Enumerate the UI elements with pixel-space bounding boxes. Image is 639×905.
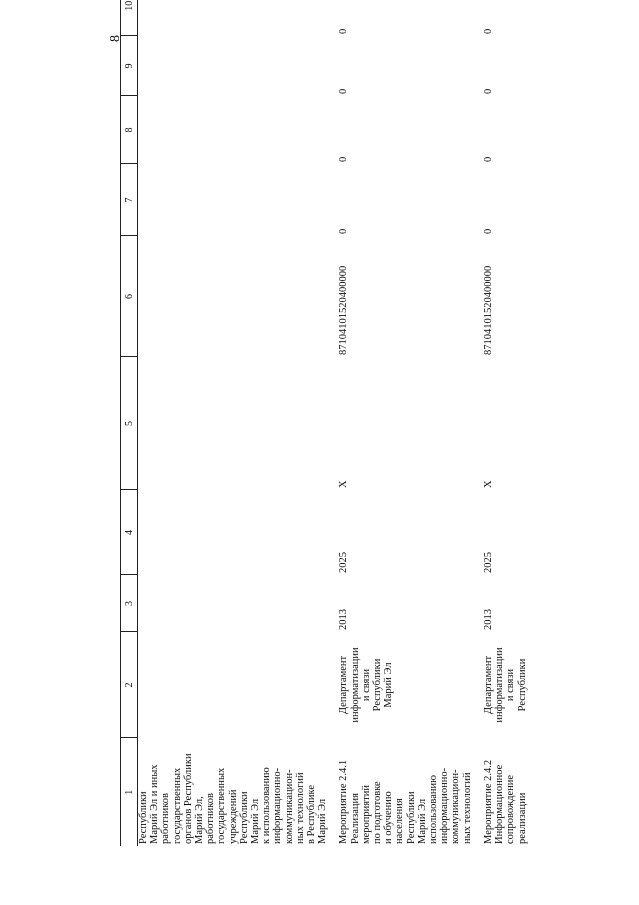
value-cell-col3: 2013 <box>338 609 350 630</box>
value-cell-col9 <box>138 36 329 96</box>
cell-line: Департамент <box>482 655 494 715</box>
cell-line: Марий Эл <box>317 798 329 844</box>
responsible-cell <box>338 632 472 738</box>
rotated-table-container <box>120 0 528 846</box>
value-cell-col5: X <box>338 480 350 488</box>
cell-line: Республики <box>372 658 384 712</box>
value-cell-col5 <box>138 357 329 490</box>
value-cell-col7: 0 <box>482 228 494 234</box>
row-spacer <box>328 0 338 846</box>
header-cell: 1 <box>121 738 138 846</box>
table-row <box>483 0 528 846</box>
value-cell-col7: 0 <box>338 228 350 234</box>
cell-line: государственных <box>216 767 228 844</box>
event-name-cell <box>338 738 472 846</box>
value-cell-col8: 0 <box>482 156 494 162</box>
value-cell-col6: 87104101520400000 <box>338 265 350 355</box>
program-table <box>120 0 528 846</box>
cell-line: Мероприятие 2.4.1 <box>338 759 350 844</box>
header-cell: 10 <box>121 0 138 36</box>
cell-line: ных технологий <box>294 772 306 844</box>
cell-line: информатизации <box>494 647 506 723</box>
table-row <box>138 0 329 846</box>
cell-line: Республики <box>138 791 149 844</box>
cell-line: Департамент <box>338 655 350 715</box>
cell-line: в Республике <box>306 784 318 844</box>
cell-line: ных технологий <box>461 772 473 844</box>
table-row <box>338 0 472 846</box>
value-cell-col10: 0 <box>482 28 494 34</box>
cell-line: Марий Эл <box>250 798 262 844</box>
row-spacer <box>473 0 483 846</box>
responsible-cell <box>138 632 329 738</box>
cell-line: сопровождение <box>505 774 517 844</box>
row-spacer-cell <box>473 0 483 846</box>
cell-line: информатизации <box>349 647 361 723</box>
cell-line: Реализация <box>349 793 361 844</box>
cell-line: коммуникацион- <box>450 769 462 844</box>
cell-line: информационно- <box>272 767 284 844</box>
header-row <box>121 0 138 846</box>
cell-line: Республики <box>405 791 417 844</box>
cell-line: Мероприятие 2.4.2 <box>482 759 494 844</box>
value-cell-col4: 2025 <box>338 552 350 573</box>
cell-line: и связи <box>360 668 372 702</box>
cell-line: Республики <box>238 791 250 844</box>
value-cell-col9: 0 <box>482 88 494 94</box>
header-cell: 8 <box>121 96 138 164</box>
cell-line: Марий Эл и иных <box>149 764 161 844</box>
cell-line: Марий Эл, <box>194 796 206 844</box>
row-spacer-cell <box>328 0 338 846</box>
header-cell: 4 <box>121 490 138 575</box>
header-cell: 3 <box>121 575 138 632</box>
header-cell: 7 <box>121 164 138 236</box>
cell-line: работников <box>160 793 172 844</box>
event-name-cell <box>483 738 528 846</box>
value-cell-col3 <box>138 575 329 632</box>
header-cell: 6 <box>121 236 138 357</box>
cell-line: Информационное <box>494 764 506 844</box>
cell-line: использованию <box>428 775 440 844</box>
value-cell-col4: 2025 <box>482 552 494 573</box>
page-number: 8 <box>108 35 123 42</box>
value-cell-col4 <box>138 490 329 575</box>
event-name-cell <box>138 738 329 846</box>
cell-line: и связи <box>505 668 517 702</box>
cell-line: учреждений <box>227 789 239 844</box>
value-cell-col10: 0 <box>338 28 350 34</box>
value-cell-col8 <box>138 96 329 164</box>
cell-line: реализации <box>516 792 528 844</box>
header-cell: 5 <box>121 357 138 490</box>
cell-line: к использованию <box>261 767 273 844</box>
cell-line: населения <box>394 798 406 844</box>
cell-line: органов Республики <box>182 753 194 844</box>
value-cell-col8: 0 <box>338 156 350 162</box>
value-cell-col7 <box>138 164 329 236</box>
cell-line: мероприятий <box>360 785 372 844</box>
header-cell: 9 <box>121 36 138 96</box>
cell-line: государственных <box>171 767 183 844</box>
cell-line: по подготовке <box>372 781 384 844</box>
value-cell-col6: 87104101520400000 <box>482 265 494 355</box>
cell-line: информационно- <box>439 767 451 844</box>
header-cell: 2 <box>121 632 138 738</box>
cell-line: Марий Эл <box>383 662 395 708</box>
cell-line: Республики <box>516 658 528 712</box>
responsible-cell <box>483 632 528 738</box>
cell-line: Марий Эл <box>416 798 428 844</box>
cell-line: работников <box>205 793 217 844</box>
value-cell-col3: 2013 <box>482 609 494 630</box>
value-cell-col10 <box>138 0 329 36</box>
value-cell-col5: X <box>482 480 494 488</box>
cell-line: и обучению <box>383 791 395 844</box>
cell-line: коммуникацион- <box>283 769 295 844</box>
value-cell-col9: 0 <box>338 88 350 94</box>
value-cell-col6 <box>138 236 329 357</box>
